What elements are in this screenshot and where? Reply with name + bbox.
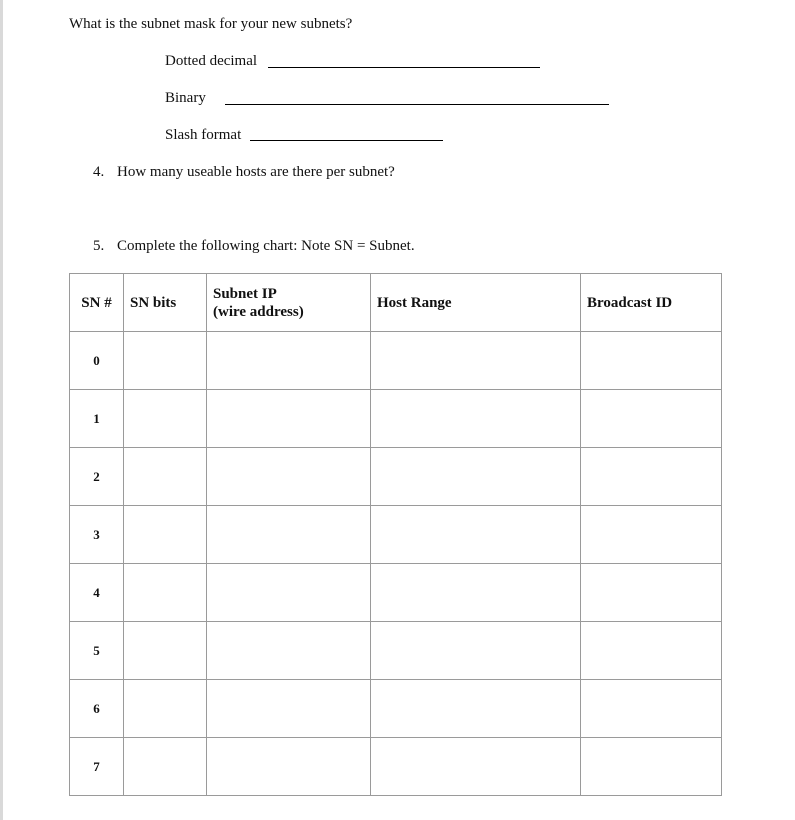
question-4-text: How many useable hosts are there per subnet? <box>117 164 395 180</box>
subnet-mask-question: What is the subnet mask for your new subnets? <box>69 16 353 32</box>
slash-format-blank[interactable] <box>250 140 443 141</box>
broadcast-id-cell[interactable] <box>581 738 722 796</box>
host-range-cell[interactable] <box>371 448 581 506</box>
sn-cell: 6 <box>70 680 124 738</box>
host-range-cell[interactable] <box>371 622 581 680</box>
host-range-cell[interactable] <box>371 390 581 448</box>
sn-bits-cell[interactable] <box>124 564 207 622</box>
broadcast-id-cell[interactable] <box>581 390 722 448</box>
dotted-decimal-blank[interactable] <box>268 67 540 68</box>
table-row <box>70 332 722 390</box>
subnet-ip-cell[interactable] <box>207 448 371 506</box>
table-row <box>70 506 722 564</box>
sn-cell: 0 <box>70 332 124 390</box>
table-row <box>70 738 722 796</box>
broadcast-id-cell[interactable] <box>581 622 722 680</box>
question-5-text: Complete the following chart: Note SN = Subnet. <box>117 238 415 254</box>
binary-label: Binary <box>165 90 206 106</box>
host-range-cell[interactable] <box>371 332 581 390</box>
subnet-ip-cell[interactable] <box>207 506 371 564</box>
broadcast-id-cell[interactable] <box>581 564 722 622</box>
table-row <box>70 390 722 448</box>
broadcast-id-cell[interactable] <box>581 506 722 564</box>
header-host-range: Host Range <box>371 274 581 332</box>
header-sn-number: SN # <box>70 274 124 332</box>
subnet-ip-cell[interactable] <box>207 622 371 680</box>
host-range-cell[interactable] <box>371 506 581 564</box>
sn-cell: 4 <box>70 564 124 622</box>
sn-cell: 7 <box>70 738 124 796</box>
sn-bits-cell[interactable] <box>124 390 207 448</box>
table-row <box>70 680 722 738</box>
broadcast-id-cell[interactable] <box>581 680 722 738</box>
sn-cell: 1 <box>70 390 124 448</box>
header-subnet-ip <box>207 274 371 332</box>
subnet-ip-cell[interactable] <box>207 738 371 796</box>
question-5-number: 5. <box>93 238 105 254</box>
sn-cell: 3 <box>70 506 124 564</box>
dotted-decimal-label: Dotted decimal <box>165 53 258 69</box>
subnet-ip-cell[interactable] <box>207 680 371 738</box>
sn-bits-cell[interactable] <box>124 332 207 390</box>
sn-bits-cell[interactable] <box>124 506 207 564</box>
sn-bits-cell[interactable] <box>124 622 207 680</box>
sn-bits-cell[interactable] <box>124 680 207 738</box>
header-sn-bits: SN bits <box>124 274 207 332</box>
sn-bits-cell[interactable] <box>124 738 207 796</box>
header-subnet-ip-line2: (wire address) <box>213 303 304 320</box>
broadcast-id-cell[interactable] <box>581 448 722 506</box>
question-4-number: 4. <box>93 164 105 180</box>
host-range-cell[interactable] <box>371 738 581 796</box>
sn-cell: 5 <box>70 622 124 680</box>
table-row <box>70 622 722 680</box>
table-row <box>70 564 722 622</box>
slash-format-label: Slash format <box>165 127 242 143</box>
subnet-ip-cell[interactable] <box>207 332 371 390</box>
page-edge <box>0 0 3 820</box>
chart-header-row <box>70 274 722 332</box>
header-subnet-ip-line1: Subnet IP <box>213 285 277 302</box>
subnet-ip-cell[interactable] <box>207 390 371 448</box>
header-broadcast-id: Broadcast ID <box>581 274 722 332</box>
binary-blank[interactable] <box>225 104 609 105</box>
subnet-chart-table <box>69 273 722 796</box>
subnet-ip-cell[interactable] <box>207 564 371 622</box>
sn-bits-cell[interactable] <box>124 448 207 506</box>
host-range-cell[interactable] <box>371 564 581 622</box>
sn-cell: 2 <box>70 448 124 506</box>
broadcast-id-cell[interactable] <box>581 332 722 390</box>
host-range-cell[interactable] <box>371 680 581 738</box>
table-row <box>70 448 722 506</box>
